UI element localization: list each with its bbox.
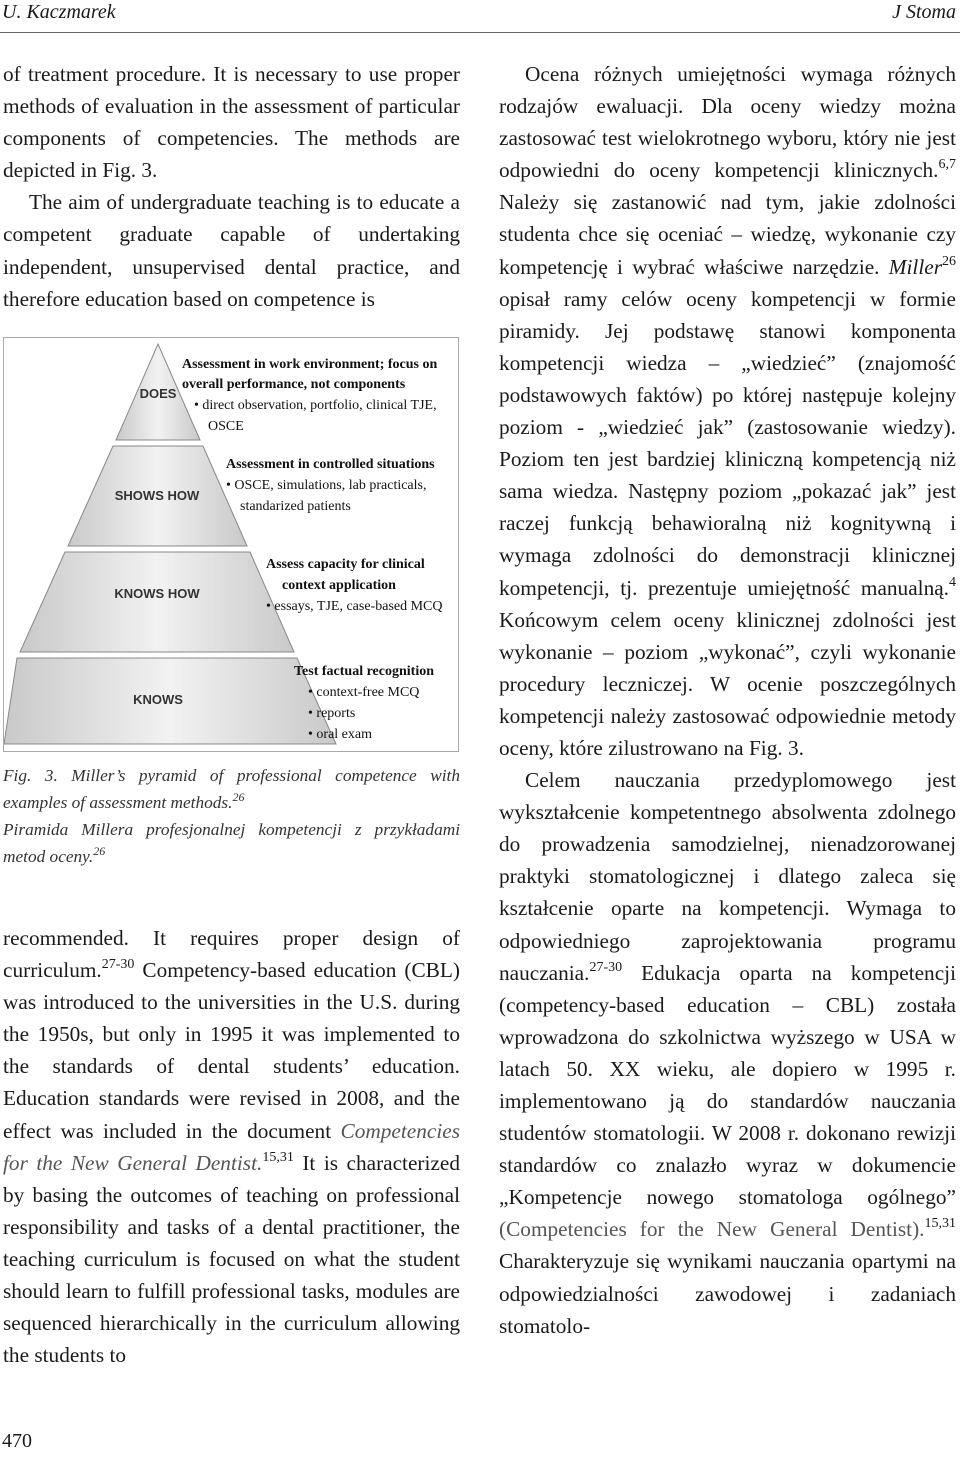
citation: 15,31 [262,1149,294,1165]
author-name: Miller [888,254,942,279]
paragraph [3,922,460,1371]
paragraph: The aim of undergraduate teaching is to educate a competent graduate capable of undertaking independent, unsupervised dental practice, and therefore education based on competence is [3,190,460,311]
text-run: Należy się zastanowić nad tym, jakie zdolności studenta chce się oceniać – wiedzę, wykonanie czy kompetencję i wybrać właściwe narzędzie. [499,190,956,279]
pyramid-diagram [4,338,458,751]
caption-english [3,762,460,816]
caption-english-text: Fig. 3. Miller’s pyramid of professional competence with examples of assessment methods. [3,766,460,812]
document-title: Competencies for the New General Dentist. [3,1118,460,1175]
box-does-title: overall performance, not components [182,377,406,392]
box-knows-item: • context-free MCQ [308,685,420,700]
citation: 27-30 [101,957,135,973]
left-column-bottom [3,922,460,1371]
level-label-does: DOES [139,386,177,401]
paragraph [499,58,956,764]
box-does-item: OSCE [208,419,244,434]
text-run: Edukacja oparta na kompetencji (competency-based education – CBL) została wprowadzona do szkolnictwa wyższego w USA w latach 50. XX wieku, ale dopiero w 1995 r. implementowano ją do standardów nauczania studentów stomatologii. W 2008 r. dokonano rewizji standardów co znalazło wyraz w dokumencie „Kompetencje nowego stomatologa ogólnego” [499,960,956,1210]
box-does-item: • direct observation, portfolio, clinical TJE, [194,398,437,413]
text-run: It is characterized by basing the outcomes of teaching on professional responsibility and tasks of a dental practitioner, the teaching curriculum is focused on what the student should learn to fulfill professional tasks, modules are sequenced hierarchically in the curriculum allowing the students to [3,1150,460,1368]
box-knows-title: Test factual recognition [294,664,434,679]
running-head-author: U. Kaczmarek [2,1,116,23]
paragraph: of treatment procedure. It is necessary to use proper methods of evaluation in the assessment of particular components of competencies. The methods are depicted in Fig. 3. [3,62,460,183]
citation: 26 [93,844,106,858]
text-run: Ocena różnych umiejętności wymaga różnych rodzajów ewaluacji. Dla oceny wiedzy można zastosować test wielokrotnego wyboru, który nie jest odpowiedni do oceny kompetencji klinicznych. [499,62,956,183]
figure-caption [3,762,460,870]
caption-polish-text: Piramida Millera profesjonalnej kompetencji z przykładami metod oceny. [3,820,460,866]
document-title: (Competencies for the New General Dentist). [499,1217,925,1242]
right-column [499,58,956,1342]
citation: 4 [949,574,956,590]
level-label-knows-how: KNOWS HOW [114,586,200,601]
text-run: opisał ramy celów oceny kompetencji w formie piramidy. Jej podstawę stanowi komponenta kompetencji wiedza – „wiedzieć” (znajomość podstawowych faktów) po której następuje kolejny poziom - „wiedzieć jak” (zastosowanie wiedzy). Poziom ten jest bardziej kliniczną kompetencją niż sama wiedza. Następny poziom „pokazać jak” jest raczej funkcją behawioralną niż kognitywną i wymaga zdolności do demonstracji klinicznej kompetencji, tj. prezentuje umiejętność manualną. [499,286,956,600]
level-label-knows: KNOWS [133,692,183,707]
citation: 26 [942,253,956,269]
box-shows-how-title: Assessment in controlled situations [226,457,435,472]
header-rule [0,32,960,33]
running-head-journal: J Stoma [892,1,956,23]
left-column-top [3,58,460,315]
box-knows-item: • oral exam [308,727,372,742]
box-shows-how-item: standarized patients [240,499,351,514]
citation: 27-30 [589,959,623,975]
text-run: recommended. It requires proper design of curriculum. [3,926,460,983]
caption-polish [3,816,460,870]
text-run: Końcowym celem oceny klinicznej zdolności jest wykonanie – poziom „wykonać”, czyli wykonanie procedury leczniczej. W ocenie poszczególnych kompetencji należy zastosować odpowiednie metody oceny, które zilustrowano na Fig. 3. [499,607,956,760]
box-does-title: Assessment in work environment; focus on [182,357,438,372]
box-knows-how-title: Assess capacity for clinical [266,557,425,572]
citation: 6,7 [938,157,956,173]
pyramid-tier-knows-how [20,552,294,652]
box-shows-how-item: • OSCE, simulations, lab practicals, [226,478,427,493]
box-knows-how-title: context application [282,578,396,593]
miller-pyramid-figure [3,337,459,752]
text-run: Charakteryzuje się wynikami nauczania opartymi na odpowiedzialności zawodowej i zadaniach stomatolo- [499,1249,956,1338]
text-run: Competency-based education (CBL) was introduced to the universities in the U.S. during the 1950s, but only in 1995 it was implemented to the standards of dental students’ education. Education standards were revised in 2008, and the effect was included in the document [3,958,460,1143]
text-run: Celem nauczania przedyplomowego jest wykształcenie kompetentnego absolwenta zdolnego do prowadzenia samodzielnej, nienadzorowanej praktyki stomatologicznej i dlatego zaleca się kształcenie oparte na kompetencji. Wymaga to odpowiedniego zaprojektowania programu nauczania. [499,768,956,985]
box-knows-item: • reports [308,706,356,721]
citation: 26 [232,790,245,804]
page-number: 470 [2,1430,32,1452]
level-label-shows-how: SHOWS HOW [114,488,200,503]
citation: 15,31 [924,1216,956,1232]
paragraph [499,764,956,1342]
box-knows-how-item: • essays, TJE, case-based MCQ [266,599,443,614]
